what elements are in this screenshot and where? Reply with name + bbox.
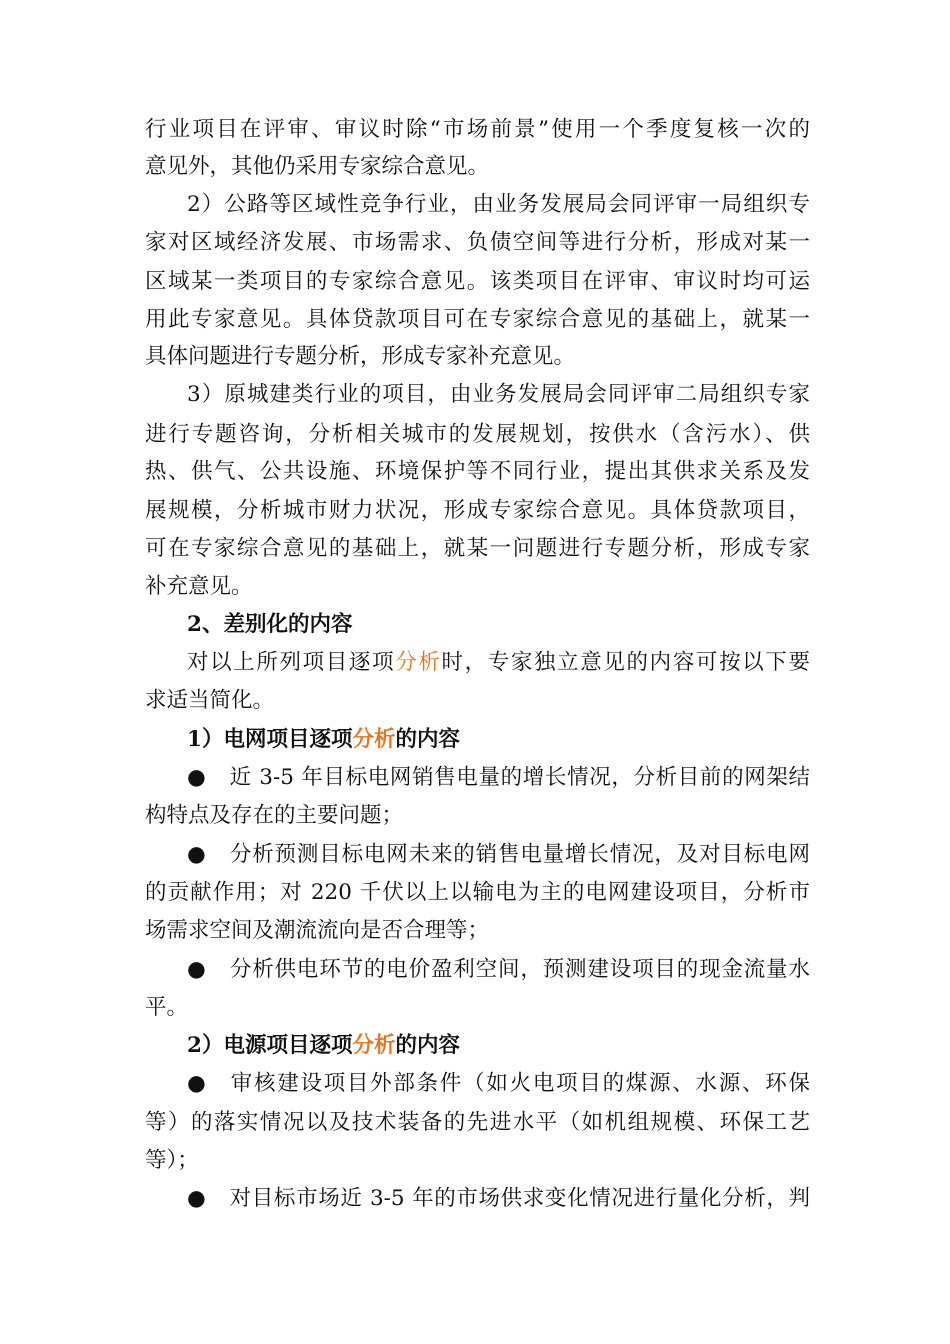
bullet-line — [187, 763, 810, 793]
text-line: 补充意见。 — [145, 574, 253, 599]
text-line: 等）的落实情况以及技术装备的先进水平（如机组规模、环保工艺 — [145, 1110, 810, 1135]
text-line: 场需求空间及潮流流向是否合理等； — [145, 918, 490, 943]
highlighted-term: 分析 — [352, 1033, 396, 1058]
text-line: 等）； — [145, 1148, 199, 1173]
text-line: 进行专题咨询，分析相关城市的发展规划，按供水（含污水）、供 — [145, 422, 810, 447]
text-line: 用此专家意见。具体贷款项目可在专家综合意见的基础上，就某一 — [145, 307, 810, 332]
text-run: 对以上所列项目逐项 — [187, 650, 396, 675]
highlighted-term: 分析 — [352, 727, 396, 752]
text-line: 构特点及存在的主要问题； — [145, 803, 404, 828]
bullet-line — [187, 955, 810, 985]
text-run: 审核建设项目外部条件（如火电项目的煤源、水源、环保 — [229, 1071, 810, 1096]
text-run: 的内容 — [395, 727, 460, 752]
text-run: 分析预测目标电网未来的销售电量增长情况，及对目标电网 — [229, 842, 810, 867]
bullet-icon: ● — [187, 1186, 206, 1211]
bullet-icon: ● — [187, 765, 206, 790]
text-line: 家对区域经济发展、市场需求、负债空间等进行分析，形成对某一 — [145, 230, 810, 255]
bullet-icon: ● — [187, 957, 206, 982]
bullet-line — [187, 1069, 810, 1099]
text-line: 的贡献作用；对 220 千伏以上以输电为主的电网建设项目，分析市 — [145, 880, 810, 905]
text-line: 热、供气、公共设施、环境保护等不同行业，提出其供求关系及发 — [145, 459, 810, 484]
highlighted-term: 分析 — [395, 650, 442, 675]
text-run: 时，专家独立意见的内容可按以下要 — [441, 650, 810, 675]
text-line: 展规模，分析城市财力状况，形成专家综合意见。具体贷款项目， — [145, 498, 810, 523]
text-line — [187, 648, 810, 678]
bullet-line — [187, 840, 810, 870]
text-line: 意见外，其他仍采用专家综合意见。 — [145, 154, 490, 179]
text-run: 2）电源项目逐项 — [187, 1033, 353, 1058]
section-heading: 2、差别化的内容 — [187, 612, 353, 637]
subsection-heading — [187, 725, 810, 755]
text-run: 近 3-5 年目标电网销售电量的增长情况，分析目前的网架结 — [229, 765, 810, 790]
text-run: 分析供电环节的电价盈利空间，预测建设项目的现金流量水 — [229, 957, 810, 982]
subsection-heading — [187, 1031, 810, 1061]
text-run: 1）电网项目逐项 — [187, 727, 353, 752]
text-line: 平。 — [145, 995, 189, 1020]
text-line: 可在专家综合意见的基础上，就某一问题进行专题分析，形成专家 — [145, 536, 810, 561]
text-line: 具体问题进行专题分析，形成专家补充意见。 — [145, 344, 576, 369]
text-line: 2）公路等区域性竞争行业，由业务发展局会同评审一局组织专 — [187, 192, 810, 217]
text-run: 对目标市场近 3-5 年的市场供求变化情况进行量化分析，判 — [229, 1186, 810, 1211]
text-line: 区域某一类项目的专家综合意见。该类项目在评审、审议时均可运 — [145, 269, 810, 294]
text-line: 行业项目在评审、审议时除“市场前景”使用一个季度复核一次的 — [145, 117, 810, 142]
bullet-icon: ● — [187, 842, 206, 867]
bullet-line — [187, 1184, 810, 1214]
text-line: 3）原城建类行业的项目，由业务发展局会同评审二局组织专家 — [187, 382, 810, 407]
text-line: 求适当简化。 — [145, 688, 275, 713]
text-run: 的内容 — [395, 1033, 460, 1058]
bullet-icon: ● — [187, 1071, 206, 1096]
